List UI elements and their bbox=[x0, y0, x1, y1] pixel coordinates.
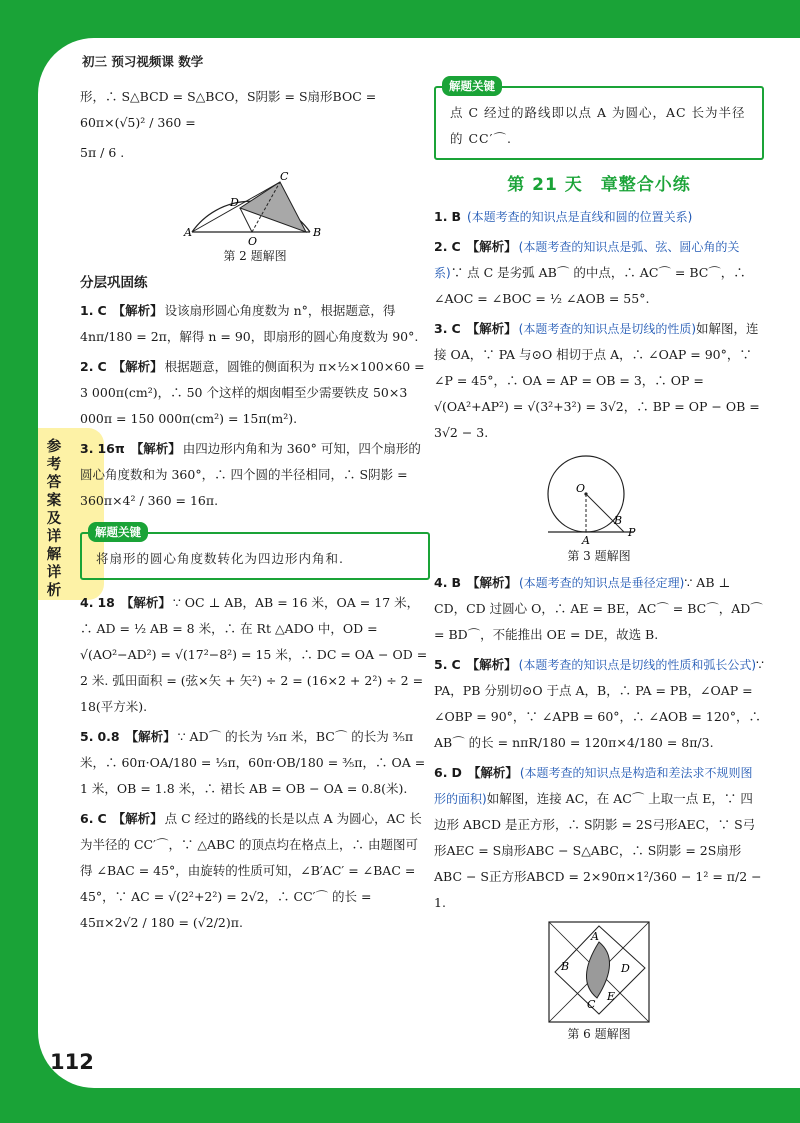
fig2-label-B: B bbox=[313, 226, 322, 239]
q5-text: ∵ AD⌒ 的长为 ⅓π 米，BC⌒ 的长为 ⅗π 米，∴ 60π·OA/180 = ⅓π，60π·OB/180 = ⅗π，∴ OA = 1 米，OB = 1.8 米，∴ 裙长 AB = OB − OA = 0.8(米). bbox=[80, 729, 426, 796]
q6 bbox=[80, 806, 430, 936]
r4-answer: B bbox=[451, 575, 461, 590]
q2-answer: C bbox=[97, 359, 107, 374]
fig6-label-A: A bbox=[591, 930, 599, 943]
fig6-caption: 第 6 题解图 bbox=[567, 1027, 631, 1041]
q6-answer: C bbox=[97, 811, 107, 826]
r2-text: ∵ 点 C 是劣弧 AB⌒ 的中点，∴ AC⌒ = BC⌒，∴ ∠AOC = ∠BOC = ½ ∠AOB = 55°. bbox=[434, 265, 746, 306]
r4 bbox=[434, 570, 764, 648]
day-title: 第 21 天 章整合小练 bbox=[507, 175, 691, 195]
continued-line-2: 5π / 6 . bbox=[80, 145, 125, 160]
fig6-label-D: D bbox=[621, 962, 630, 975]
q1-answer: C bbox=[97, 303, 107, 318]
q5-answer: 0.8 bbox=[97, 729, 120, 744]
fig3-label-P: P bbox=[628, 526, 636, 539]
key-box-1-tag: 解题关键 bbox=[88, 522, 148, 542]
fig6-label-C: C bbox=[587, 998, 596, 1011]
fig2-shaded-region bbox=[240, 182, 306, 232]
r4-tag: 【解析】 bbox=[466, 575, 517, 590]
figure-3 bbox=[534, 450, 664, 546]
fig6-label-E: E bbox=[607, 990, 616, 1003]
r5-knowledge-point: (本题考查的知识点是切线的性质和弧长公式) bbox=[518, 658, 757, 672]
figure-6 bbox=[547, 920, 651, 1024]
fig2-label-C: C bbox=[280, 170, 289, 183]
r2 bbox=[434, 234, 764, 312]
r2-tag: 【解析】 bbox=[466, 239, 517, 254]
fig3-label-B: B bbox=[614, 514, 623, 527]
q4-tag: 【解析】 bbox=[120, 595, 171, 610]
q1-text: 设该扇形圆心角度数为 n°，根据题意，得 4nπ/180 = 2π，解得 n = 90，即扇形的圆心角度数为 90°. bbox=[80, 303, 419, 344]
r6-number: 6. bbox=[434, 765, 448, 780]
r3-number: 3. bbox=[434, 321, 448, 336]
q3-answer: 16π bbox=[97, 441, 125, 456]
q1-tag: 【解析】 bbox=[112, 303, 163, 318]
fig3-label-A: A bbox=[582, 534, 590, 546]
page-header: 初三 预习视频课 数学 bbox=[82, 54, 204, 69]
figure-2 bbox=[180, 170, 330, 246]
q6-tag: 【解析】 bbox=[112, 811, 163, 826]
right-column bbox=[434, 79, 764, 1048]
r1 bbox=[434, 204, 764, 230]
fig6-label-B: B bbox=[561, 960, 570, 973]
key-box-1-text: 将扇形的圆心角度数转化为四边形内角和. bbox=[96, 551, 344, 566]
key-box-2 bbox=[434, 79, 764, 160]
r6-text: 如解图，连接 AC，在 AC⌒ 上取一点 E，∵ 四边形 ABCD 是正方形，∴ S阴影 = 2S弓形AEC，∵ S弓形AEC = S扇形ABC − S△ABC，∴ S阴影 = 2S扇形ABC − S正方形ABCD = 2×90π×1²/360 − 1² = π/2 − 1. bbox=[434, 791, 762, 910]
fig2-caption: 第 2 题解图 bbox=[223, 249, 287, 263]
fig2-label-O: O bbox=[248, 235, 258, 246]
fig2-label-D: D bbox=[230, 196, 239, 209]
continued-line-1: 形，∴ S△BCD = S△BCO，S阴影 = S扇形BOC = 60π×(√5)² / 360 = bbox=[80, 89, 377, 130]
q3-text: 由四边形内角和为 360° 可知，四个扇形的圆心角度数和为 360°，∴ 四个圆的半径相同，∴ S阴影 = 360π×4² / 360 = 16π. bbox=[80, 441, 421, 508]
left-column bbox=[80, 84, 430, 940]
section-title: 分层巩固练 bbox=[80, 275, 148, 291]
q3 bbox=[80, 436, 430, 514]
fig3-caption: 第 3 题解图 bbox=[567, 549, 631, 563]
r5-text: ∵ PA，PB 分别切⊙O 于点 A，B，∴ PA = PB，∠OAP = ∠OBP = 90°，∵ ∠APB = 60°，∴ ∠AOB = 120°，∴ AB⌒ 的长 = nπR/180 = 120π×4/180 = 8π/3. bbox=[434, 657, 764, 750]
q1-number: 1. bbox=[80, 303, 94, 318]
r3 bbox=[434, 316, 764, 446]
r6-knowledge-point: (本题考查的知识点是构造和差法求不规则图形的面积) bbox=[434, 766, 753, 806]
r1-answer: B bbox=[451, 209, 461, 224]
q3-number: 3. bbox=[80, 441, 94, 456]
q4 bbox=[80, 590, 430, 720]
q4-text: ∵ OC ⊥ AB，AB = 16 米，OA = 17 米，∴ AD = ½ AB = 8 米，∴ 在 Rt △ADO 中，OD = √(AO²−AD²) = √(17²−8²) = 15 米，∴ DC = OA − OD = 2 米. 弧田面积 = (弦×矢 + 矢²) ÷ 2 = (16×2 + 2²) ÷ 2 = 18(平方米). bbox=[80, 595, 428, 714]
q2 bbox=[80, 354, 430, 432]
q5-number: 5. bbox=[80, 729, 94, 744]
q6-text: 点 C 经过的路线的长是以点 A 为圆心，AC 长为半径的 CC′⌒，∵ △ABC 的顶点均在格点上，∴ 由题图可得 ∠BAC = 45°，由旋转的性质可知，∠B′AC′ = ∠BAC = 45°，∵ AC = √(2²+2²) = 2√2，∴ CC′⌒ 的长 = 45π×2√2 / 180 = (√2/2)π. bbox=[80, 811, 422, 930]
r5-number: 5. bbox=[434, 657, 448, 672]
r2-answer: C bbox=[451, 239, 461, 254]
r1-number: 1. bbox=[434, 209, 448, 224]
r6 bbox=[434, 760, 764, 916]
r4-text: ∵ AB ⊥ CD，CD 过圆心 O，∴ AE = BE，AC⌒ = BC⌒，AD⌒ = BD⌒，不能推出 OE = DE，故选 B. bbox=[434, 575, 763, 642]
q2-text: 根据题意，圆锥的侧面积为 π×½×100×60 = 3 000π(cm²)，∴ 50 个这样的烟囱帽至少需要铁皮 50×3 000π = 150 000π(cm²) = 15π(m²). bbox=[80, 359, 425, 426]
q5-tag: 【解析】 bbox=[125, 729, 176, 744]
r1-knowledge-point: (本题考查的知识点是直线和圆的位置关系) bbox=[466, 210, 693, 224]
key-box-1 bbox=[80, 525, 430, 580]
q1 bbox=[80, 298, 430, 350]
page-number: 112 bbox=[50, 1050, 94, 1074]
r5-tag: 【解析】 bbox=[466, 657, 517, 672]
q4-number: 4. bbox=[80, 595, 94, 610]
page-sheet bbox=[38, 38, 800, 1088]
r6-answer: D bbox=[451, 765, 462, 780]
key-box-2-tag: 解题关键 bbox=[442, 76, 502, 96]
r3-text: 如解图，连接 OA，∵ PA 与⊙O 相切于点 A，∴ ∠OAP = 90°，∵ ∠P = 45°，∴ OA = AP = OB = 3，∴ OP = √(OA²+AP²) = √(3²+3²) = 3√2，∴ BP = OP − OB = 3√2 − 3. bbox=[434, 321, 760, 440]
r3-answer: C bbox=[451, 321, 461, 336]
q3-tag: 【解析】 bbox=[130, 441, 181, 456]
q2-number: 2. bbox=[80, 359, 94, 374]
key-box-2-text: 点 C 经过的路线即以点 A 为圆心，AC 长为半径的 CC′⌒. bbox=[450, 105, 746, 146]
r3-tag: 【解析】 bbox=[466, 321, 517, 336]
fig2-label-A: A bbox=[184, 226, 192, 239]
r4-knowledge-point: (本题考查的知识点是垂径定理) bbox=[519, 576, 685, 590]
q2-tag: 【解析】 bbox=[112, 359, 163, 374]
fig3-label-O: O bbox=[576, 482, 586, 495]
q4-answer: 18 bbox=[97, 595, 115, 610]
r2-number: 2. bbox=[434, 239, 448, 254]
q5 bbox=[80, 724, 430, 802]
r2-knowledge-point: (本题考查的知识点是弧、弦、圆心角的关系) bbox=[434, 240, 740, 280]
r6-tag: 【解析】 bbox=[467, 765, 518, 780]
r3-knowledge-point: (本题考查的知识点是切线的性质) bbox=[518, 322, 697, 336]
r4-number: 4. bbox=[434, 575, 448, 590]
r5 bbox=[434, 652, 764, 756]
q6-number: 6. bbox=[80, 811, 94, 826]
side-tab-label: 参考答案及详解详析 bbox=[46, 439, 62, 599]
r5-answer: C bbox=[451, 657, 461, 672]
